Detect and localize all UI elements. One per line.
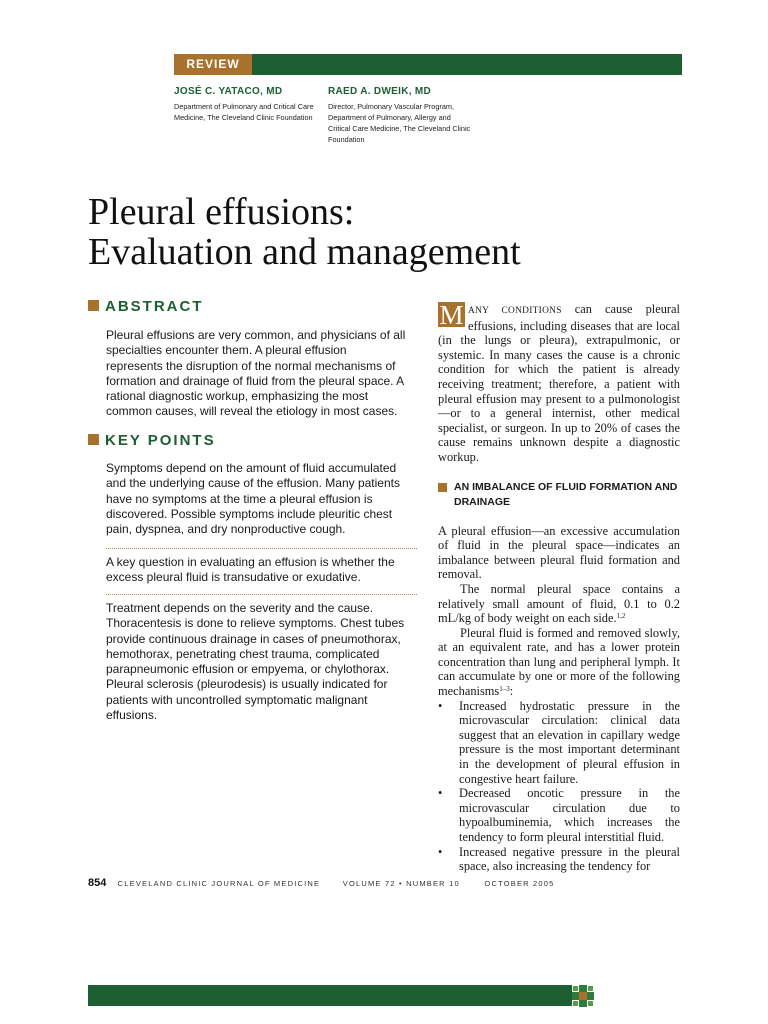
affiliation-line: Department of Pulmonary, Allergy and: [328, 113, 451, 122]
list-item-text: Increased hydrostatic pressure in the microvascular circulation: clinical data suggest that an elevation in capillary wedge pressure is the most important determinant in the development of pleural effusion in congestive heart failure.: [459, 698, 680, 786]
key-points-heading-label: KEY POINTS: [105, 432, 216, 449]
divider: [106, 548, 417, 549]
divider: [106, 594, 417, 595]
key-points-heading: [88, 432, 216, 449]
square-bullet-icon: [438, 483, 447, 492]
author-affiliation: [174, 101, 314, 123]
square-bullet-icon: [88, 300, 99, 311]
author-name: RAED A. DWEIK, MD: [328, 86, 432, 97]
key-point: Treatment depends on the severity and the cause. Thoracentesis is done to relieve symptoms. Chest tubes provide continuous drainage in cases of pneumothorax, hemothorax, penetrating chest trauma, complicated parapneumonic effusion or empyema, or chylothorax. Pleural sclerosis (pleurodesis) is usually indicated for patients with uncontrolled symptomatic malignant effusions.: [106, 601, 405, 723]
author-block-2: [328, 86, 470, 145]
mechanism-list: [438, 699, 680, 874]
body-text: The normal pleural space contains a relatively small amount of fluid, 0.1 to 0.2 mL/kg of body weight on each side.: [438, 581, 680, 626]
volume-info: VOLUME 72 • NUMBER 10: [342, 879, 460, 888]
intro-paragraph: [438, 302, 680, 465]
body-paragraph: [438, 582, 680, 626]
subheading-label: AN IMBALANCE OF FLUID FORMATION AND DRAINAGE: [454, 480, 678, 508]
page-number: 854: [88, 877, 107, 889]
body-text: :: [509, 684, 514, 699]
bullet-icon: •: [438, 786, 443, 801]
body-paragraph: [438, 626, 680, 699]
list-item: [438, 699, 680, 787]
key-point: Symptoms depend on the amount of fluid accumulated and the underlying cause of the effusion. Many patients have no symptoms at the time a pleural effusion is discovered. Possible symptoms include pleuritic chest pain, dyspnea, and dry nonproductive cough.: [106, 461, 400, 537]
bullet-icon: •: [438, 844, 443, 859]
list-item-text: Increased negative pressure in the pleural space, also increasing the tendency for: [459, 844, 680, 874]
abstract-heading: [88, 298, 204, 315]
intro-text: can cause pleural effusions, including diseases that are local (in the lungs or pleura), extrapulmonic, or systemic. In many cases the cause is a chronic condition for which the patient is already receiving treatment; therefore, a patient with pleural effusion may present to a pulmonologist—or to a general internist, other medical specialist, or surgeon. In up to 20% of cases the cause remains unknown despite a diagnostic workup.: [438, 302, 681, 464]
author-affiliation: [328, 101, 470, 145]
affiliation-line: Medicine, The Cleveland Clinic Foundation: [174, 113, 313, 122]
body-text: Pleural fluid is formed and removed slowly, at an equivalent rate, and has a lower protein concentration than lung and peripheral lymph. It can accumulate by one or more of the following mechanisms: [438, 625, 680, 699]
affiliation-line: Foundation: [328, 135, 365, 144]
affiliation-line: Director, Pulmonary Vascular Program,: [328, 102, 454, 111]
reference-superscript: 1,2: [616, 612, 626, 621]
cleveland-clinic-logo-icon: [572, 985, 594, 1007]
intro-smallcaps: ANY CONDITIONS: [468, 306, 562, 316]
list-item: [438, 786, 680, 844]
author-name: JOSÉ C. YATACO, MD: [174, 86, 283, 97]
reference-superscript: 1–3: [499, 685, 510, 694]
review-header-bar: [174, 54, 682, 75]
bullet-icon: •: [438, 698, 443, 713]
affiliation-line: Critical Care Medicine, The Cleveland Clinic: [328, 124, 471, 133]
square-bullet-icon: [88, 434, 99, 445]
section-tag: REVIEW: [174, 54, 252, 75]
title-line: Evaluation and management: [88, 231, 521, 273]
page-footer: [88, 877, 555, 889]
affiliation-line: Department of Pulmonary and Critical Care: [174, 102, 314, 111]
issue-date: OCTOBER 2005: [484, 879, 555, 888]
article-title: [88, 192, 608, 272]
body-column: [438, 302, 680, 874]
drop-cap: M: [439, 300, 464, 330]
list-item: [438, 845, 680, 874]
abstract-heading-label: ABSTRACT: [105, 298, 204, 315]
title-line: Pleural effusions:: [88, 191, 355, 233]
subheading: [438, 480, 680, 510]
list-item-text: Decreased oncotic pressure in the microvascular circulation due to hypoalbuminemia, which increases the tendency to form pleural interstitial fluid.: [459, 786, 680, 844]
bottom-bar: [88, 985, 572, 1006]
key-point: A key question in evaluating an effusion is whether the excess pleural fluid is transudative or exudative.: [106, 555, 395, 585]
abstract-text: Pleural effusions are very common, and physicians of all specialties encounter them. A pleural effusion represents the disruption of the normal mechanisms of formation and drainage of fluid from the pleural space. A rational diagnostic workup, emphasizing the most common causes, will reveal the etiology in most cases.: [106, 328, 406, 419]
author-block-1: [174, 86, 314, 123]
body-paragraph: A pleural effusion—an excessive accumulation of fluid in the pleural space—indicates an imbalance between pleural fluid formation and removal.: [438, 523, 680, 582]
journal-name: CLEVELAND CLINIC JOURNAL OF MEDICINE: [117, 879, 321, 888]
